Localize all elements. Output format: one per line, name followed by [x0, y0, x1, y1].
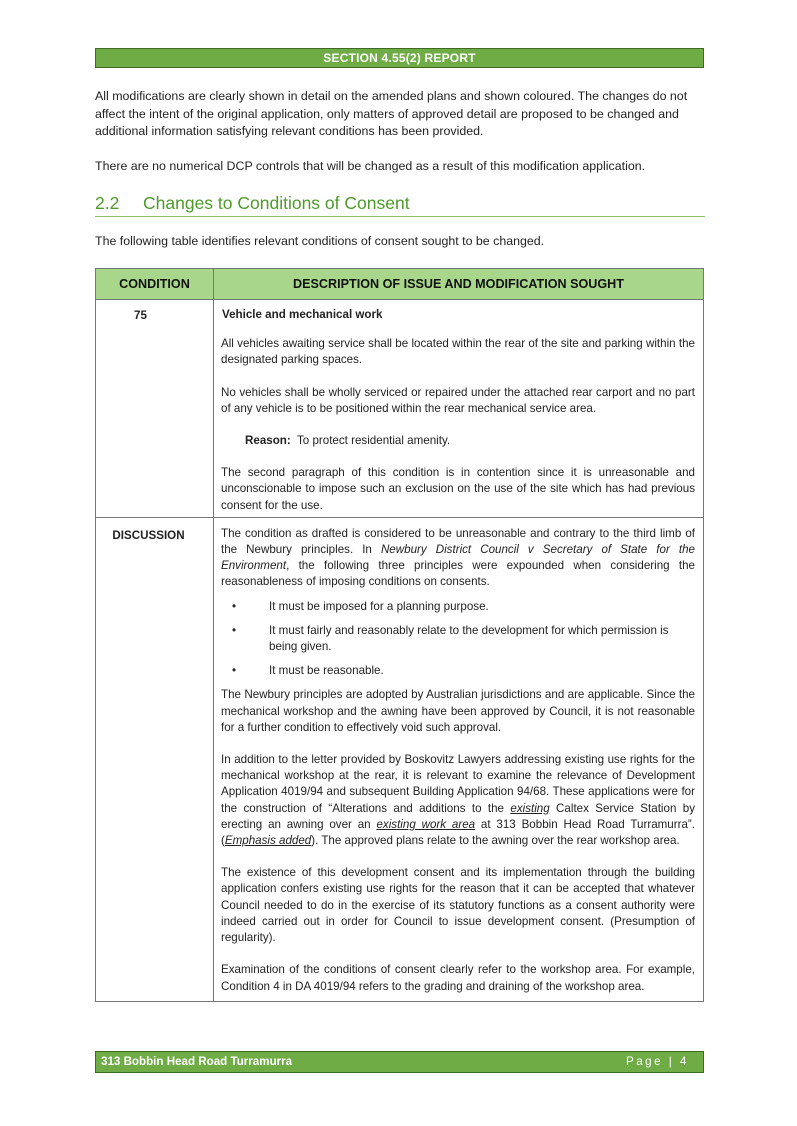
- intro-paragraph-1: All modifications are clearly shown in detail on the amended plans and shown coloured. The changes do not affect the intent of the original application, only matters of approved detail are proposed to be changed and additional information satisfying relevant conditions has been provided.: [95, 89, 688, 138]
- page-footer-bar: [95, 1051, 704, 1073]
- reason-line: [221, 433, 695, 449]
- condition-text-1: All vehicles awaiting service shall be located within the rear of the site and parking within the designated parking spaces.: [221, 337, 695, 367]
- list-item: • It must be reasonable.: [269, 663, 695, 679]
- emphasis-existing: existing: [510, 801, 550, 815]
- discussion-label: DISCUSSION: [112, 528, 185, 542]
- page-number: 4: [680, 1055, 689, 1068]
- section-heading: [95, 192, 705, 217]
- footer-address: 313 Bobbin Head Road Turramurra: [101, 1055, 293, 1068]
- page-label: Page: [626, 1055, 664, 1068]
- report-header-title: SECTION 4.55(2) REPORT: [323, 51, 476, 65]
- list-item: • It must be imposed for a planning purpose.: [269, 599, 695, 615]
- discussion-paragraph-3: In addition to the letter provided by Boskovitz Lawyers addressing existing use rights for the mechanical workshop at the rear, it is relevant to examine the relevance of Development Application 4019/94 and subsequent Building Application 94/68. These applications were for the construction of “Alterations and additions to the existing Caltex Service Station by erecting an awning over an existing work area at 313 Bobbin Head Road Turramurra”. (Emphasis added). The approved plans relate to the awning over the rear workshop area.: [221, 753, 695, 848]
- table-intro: The following table identifies relevant conditions of consent sought to be changed.: [95, 234, 545, 248]
- report-header-bar: [95, 48, 704, 68]
- condition-number: 75: [134, 309, 147, 322]
- discussion-paragraph-4: The existence of this development consent and its implementation through the building application confers existing use rights for the reason that it can be accepted that whatever Council needed to do in the exercise of its statutory functions as a consent authority were indeed carried out in order for Council to issue development consent. (Presumption of regularity).: [221, 866, 695, 945]
- description-cell: [214, 300, 704, 518]
- case-citation: Newbury District Council v Secretary of State for the Environment: [221, 543, 695, 573]
- section-title: Changes to Conditions of Consent: [143, 193, 410, 213]
- condition-heading: Vehicle and mechanical work: [222, 308, 383, 321]
- discussion-paragraph-1: The condition as drafted is considered to be unreasonable and contrary to the third limb of the Newbury principles. In Newbury District Council v Secretary of State for the Environment, the following three principles were expounded when considering the reasonableness of imposing conditions on consents.: [221, 526, 695, 589]
- table-header-row: [96, 269, 704, 300]
- emphasis-added: Emphasis added: [224, 834, 312, 848]
- list-item: • It must fairly and reasonably relate to the development for which permission is being given.: [269, 623, 695, 655]
- principles-list: [221, 599, 695, 680]
- emphasis-work-area: existing work area: [376, 817, 476, 831]
- conditions-table: [95, 268, 704, 1002]
- condition-text-2: No vehicles shall be wholly serviced or repaired under the attached rear carport and no part of any vehicle is to be positioned within the rear mechanical service area.: [221, 385, 695, 415]
- condition-cell: [96, 300, 214, 518]
- section-number: 2.2: [95, 193, 120, 213]
- column-header-description: DESCRIPTION OF ISSUE AND MODIFICATION SOUGHT: [214, 269, 704, 300]
- page-indicator: Page | 4: [626, 1055, 689, 1068]
- table-row: [96, 300, 704, 518]
- intro-paragraph-2: There are no numerical DCP controls that will be changed as a result of this modification application.: [95, 159, 646, 173]
- discussion-paragraph-5: Examination of the conditions of consent clearly refer to the workshop area. For example, Condition 4 in DA 4019/94 refers to the grading and draining of the workshop area.: [221, 963, 695, 993]
- reason-text: To protect residential amenity.: [296, 434, 451, 448]
- description-cell: [214, 517, 704, 1001]
- column-header-condition: CONDITION: [96, 269, 214, 300]
- table-row: [96, 517, 704, 1001]
- reason-label: Reason:: [245, 434, 291, 448]
- condition-cell: [96, 517, 214, 1001]
- contention-text: The second paragraph of this condition is in contention since it is unreasonable and unconscionable to impose such an exclusion on the use of the site which has had previous consent for the use.: [221, 466, 695, 512]
- discussion-paragraph-2: The Newbury principles are adopted by Australian jurisdictions and are applicable. Since the mechanical workshop and the awning have been approved by Council, it is not reasonable for a further condition to effectively void such approval.: [221, 688, 695, 734]
